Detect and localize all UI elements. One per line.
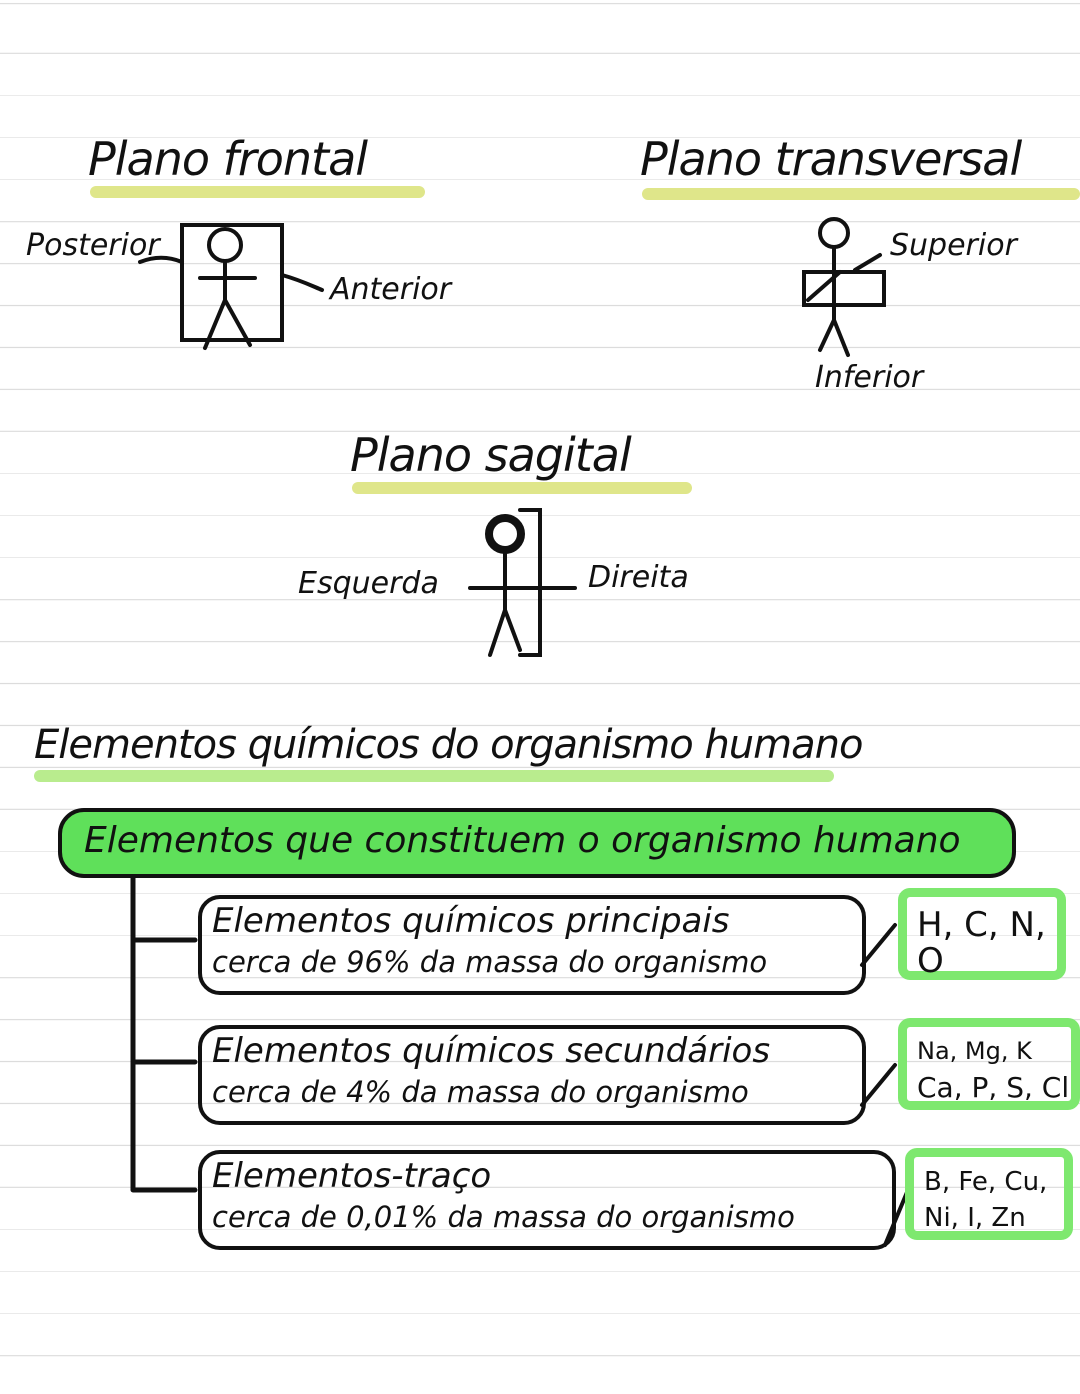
element-line: Ni, I, Zn bbox=[924, 1203, 1026, 1233]
element-line: Na, Mg, K bbox=[917, 1037, 1032, 1065]
group-desc: cerca de 0,01% da massa do organismo bbox=[212, 1200, 795, 1234]
element-line: B, Fe, Cu, bbox=[924, 1167, 1048, 1197]
elements-heading: Elementos químicos do organismo humano bbox=[34, 722, 863, 768]
inferior-label: Inferior bbox=[815, 360, 924, 395]
group-box-secundarios bbox=[198, 1025, 866, 1125]
esquerda-label: Esquerda bbox=[298, 566, 439, 601]
main-concept-box bbox=[58, 808, 1016, 878]
main-concept-text: Elementos que constituem o organismo humano bbox=[84, 820, 961, 861]
plano-frontal-title: Plano frontal bbox=[88, 132, 368, 186]
element-line: Ca, P, S, Cl bbox=[917, 1071, 1070, 1104]
group-title: Elementos químicos secundários bbox=[212, 1031, 771, 1071]
element-line: H, C, N, bbox=[917, 905, 1046, 945]
group-box-traco bbox=[198, 1150, 896, 1250]
anterior-label: Anterior bbox=[330, 272, 452, 307]
posterior-label: Posterior bbox=[26, 228, 160, 263]
superior-label: Superior bbox=[890, 228, 1017, 263]
group-desc: cerca de 96% da massa do organismo bbox=[212, 945, 768, 979]
element-line: O bbox=[917, 941, 944, 981]
element-box-traco bbox=[905, 1148, 1073, 1240]
direita-label: Direita bbox=[588, 560, 689, 595]
group-box-principais bbox=[198, 895, 866, 995]
element-box-principais bbox=[898, 888, 1066, 980]
frontal-plane-icon bbox=[182, 225, 282, 340]
element-box-secundarios bbox=[898, 1018, 1080, 1110]
group-title: Elementos químicos principais bbox=[212, 901, 730, 941]
group-title: Elementos-traço bbox=[212, 1156, 492, 1196]
plano-transversal-title: Plano transversal bbox=[640, 132, 1022, 186]
group-desc: cerca de 4% da massa do organismo bbox=[212, 1075, 749, 1109]
plano-sagital-title: Plano sagital bbox=[350, 428, 631, 482]
